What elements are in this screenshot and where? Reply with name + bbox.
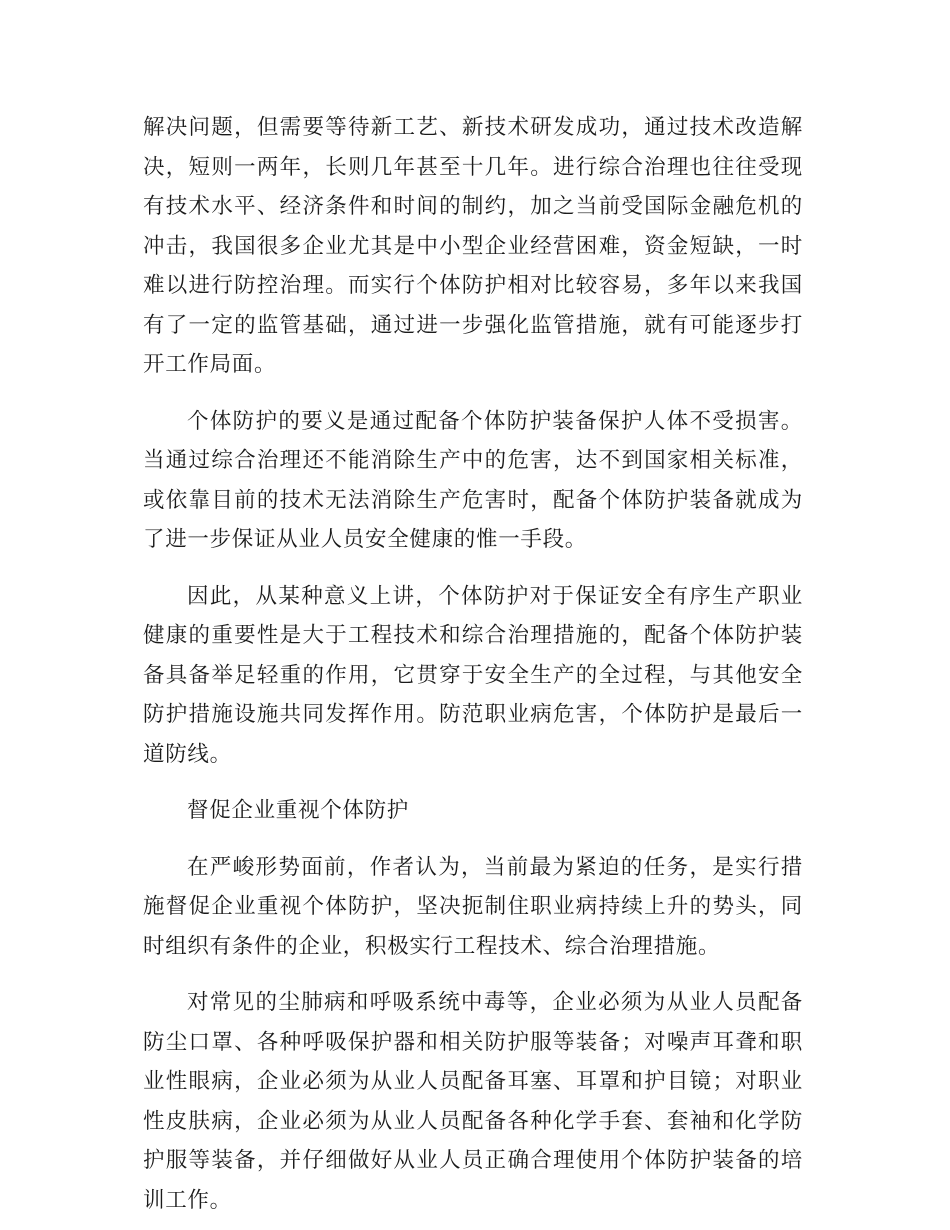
paragraph-continuation: 解决问题，但需要等待新工艺、新技术研发成功，通过技术改造解决，短则一两年，长则几年甚至十几年。进行综合治理也往往受现有技术水平、经济条件和时间的制约，加之当前受国际金融危机的冲击，我国很多企业尤其是中小型企业经营困难，资金短缺，一时难以进行防控治理。而实行个体防护相对比较容易，多年以来我国有了一定的监管基础，通过进一步强化监管措施，就有可能逐步打开工作局面。 [143, 115, 803, 377]
paragraph-urgent-task: 在严峻形势面前，作者认为，当前最为紧迫的任务，是实行措施督促企业重视个体防护，坚决扼制住职业病持续上升的势头，同时组织有条件的企业，积极实行工程技术、综合治理措施。 [143, 854, 803, 959]
paragraph-ppe-purpose: 个体防护的要义是通过配备个体防护装备保护人体不受损害。当通过综合治理还不能消除生产中的危害，达不到国家相关标准，或依靠目前的技术无法消除生产危害时，配备个体防护装备就成为了进一步保证从业人员安全健康的惟一手段。 [143, 408, 803, 552]
paragraph-equipment-requirements: 对常见的尘肺病和呼吸系统中毒等，企业必须为从业人员配备防尘口罩、各种呼吸保护器和相关防护服等装备；对噪声耳聋和职业性眼病，企业必须为从业人员配备耳塞、耳罩和护目镜；对职业性皮肤病，企业必须为从业人员配备各种化学手套、套袖和化学防护服等装备，并仔细做好从业人员正确合理使用个体防护装备的培训工作。 [143, 990, 803, 1213]
paragraph-ppe-importance: 因此，从某种意义上讲，个体防护对于保证安全有序生产职业健康的重要性是大于工程技术和综合治理措施的，配备个体防护装备具备举足轻重的作用，它贯穿于安全生产的全过程，与其他安全防护措施设施共同发挥作用。防范职业病危害，个体防护是最后一道防线。 [143, 583, 803, 767]
section-heading: 督促企业重视个体防护 [187, 798, 410, 823]
document-body [143, 108, 803, 1220]
